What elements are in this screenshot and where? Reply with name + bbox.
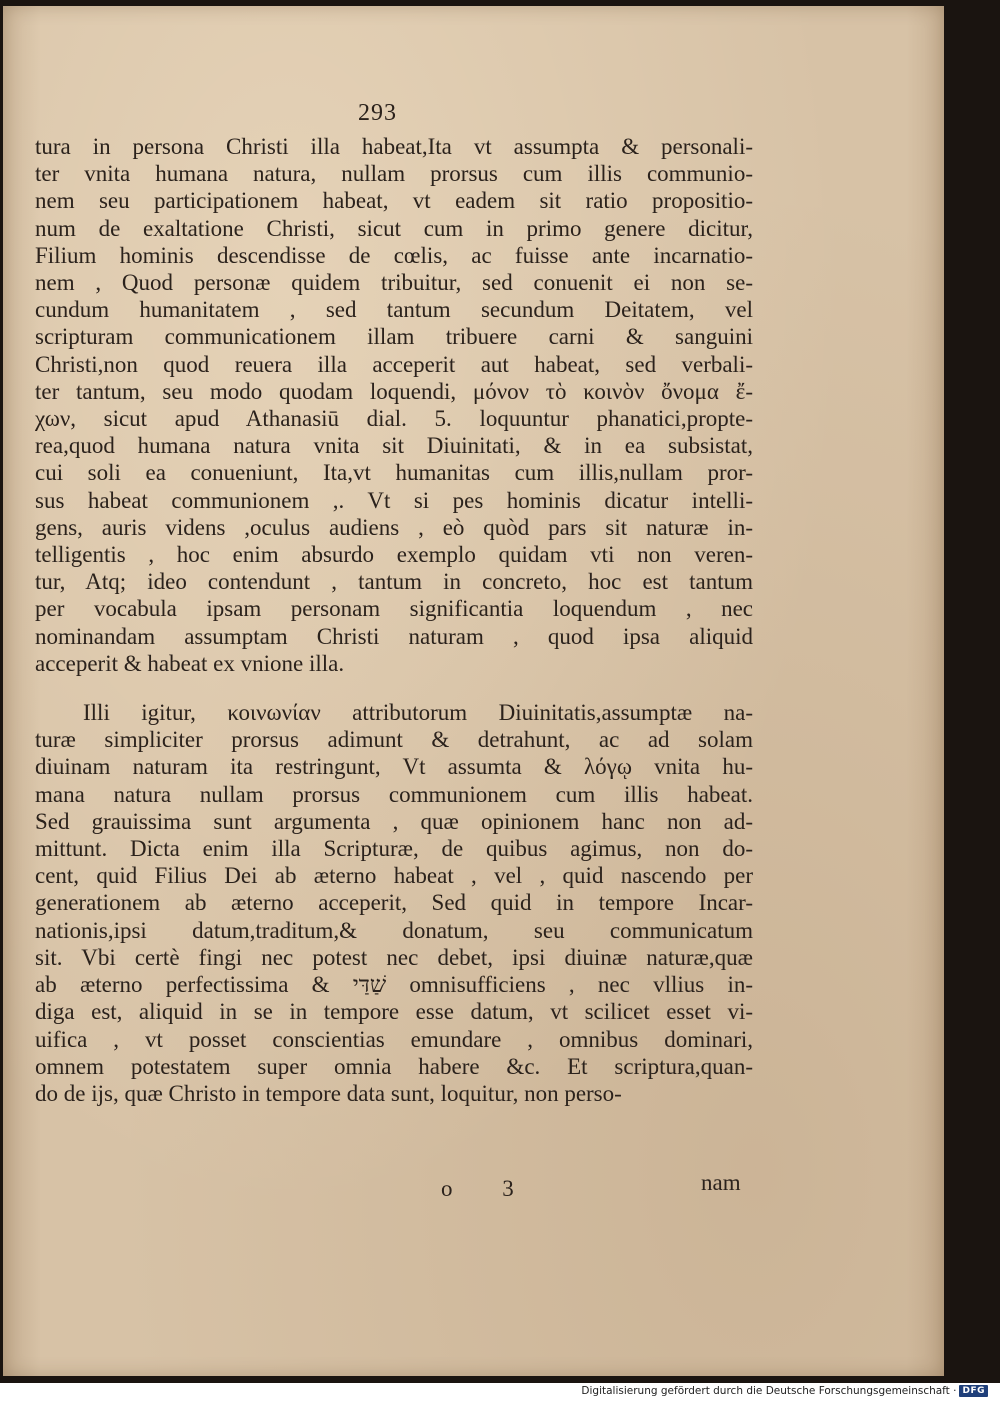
text-line: Filium hominis descendisse de cœlis, ac fuisse ante incarnatio-	[35, 242, 753, 268]
text-line: mana natura nullam prorsus communionem cum illis habeat.	[35, 781, 753, 807]
dfg-logo: DFG	[959, 1385, 988, 1397]
text-line: num de exaltatione Christi, sicut cum in primo genere dicitur,	[35, 215, 753, 241]
book-page	[3, 6, 944, 1376]
text-line: gens, auris videns ,oculus audiens , eò quòd pars sit naturæ in-	[35, 514, 753, 540]
text-line: mittunt. Dicta enim illa Scripturæ, de quibus agimus, non do-	[35, 836, 753, 862]
text-line: sit. Vbi certè fingi nec potest nec debet, ipsi diuinæ naturæ,quæ	[35, 944, 753, 970]
text-line: χων, sicut apud Athanasiū dial. 5. loquuntur phanatici,propte-	[35, 406, 753, 432]
paragraph-1	[35, 133, 753, 677]
text-line: tura in persona Christi illa habeat,Ita vt assumpta & personali-	[35, 134, 753, 159]
text-line: sus habeat communionem ,. Vt si pes hominis dicatur intelli-	[35, 487, 753, 513]
text-line: Illi igitur, κοινωνίαν attributorum Diuinitatis,assumptæ na-	[83, 700, 753, 726]
page-number: 293	[358, 100, 397, 126]
text-line: nem , Quod personæ quidem tribuitur, sed conuenit ei non se-	[35, 270, 753, 296]
text-line: Christi,non quod reuera illa acceperit aut habeat, sed verbali-	[35, 351, 753, 377]
text-line: diga est, aliquid in se in tempore esse datum, vt scilicet esset vi-	[35, 999, 753, 1025]
text-line: acceperit & habeat ex vnione illa.	[35, 650, 345, 676]
text-block	[35, 133, 753, 1107]
text-line: telligentis , hoc enim absurdo exemplo quidam vti non veren-	[35, 542, 753, 568]
text-line: scripturam communicationem illam tribuere carni & sanguini	[35, 324, 753, 350]
text-line: Sed grauissima sunt argumenta , quæ opinionem hanc non ad-	[35, 808, 753, 834]
text-line: do de ijs, quæ Christo in tempore data sunt, loquitur, non perso-	[35, 1080, 622, 1106]
text-line: nationis,ipsi datum,traditum,& donatum, seu communicatum	[35, 917, 753, 943]
catchword: nam	[701, 1170, 741, 1195]
text-line: cent, quid Filius Dei ab æterno habeat , vel , quid nascendo per	[35, 863, 753, 889]
text-line: generationem ab æterno acceperit, Sed quid in tempore Incar-	[35, 890, 753, 916]
paragraph-2	[35, 699, 753, 1107]
text-line: ter tantum, seu modo quodam loquendi, μόνον τὸ κοινὸν ὄνομα ἔ-	[35, 378, 753, 404]
text-line: ter vnita humana natura, nullam prorsus cum illis communio-	[35, 161, 753, 187]
text-line: ab æterno perfectissima & שַׁדַּי omnisufficiens , nec vllius in-	[35, 972, 753, 998]
signature-mark: o 3	[441, 1176, 536, 1201]
text-line: omnem potestatem super omnia habere &c. Et scriptura,quan-	[35, 1053, 753, 1079]
text-line: nominandam assumptam Christi naturam , quod ipsa aliquid	[35, 623, 753, 649]
paragraph-gap	[35, 677, 753, 699]
text-line: tur, Atq; ideo contendunt , tantum in concreto, hoc est tantum	[35, 569, 753, 595]
text-line: nem seu participationem habeat, vt eadem sit ratio propositio-	[35, 188, 753, 214]
text-line: diuinam naturam ita restringunt, Vt assumta & λόγῳ vnita hu-	[35, 754, 753, 780]
footer-credit	[581, 1385, 988, 1397]
text-line: per vocabula ipsam personam significantia loquendum , nec	[35, 596, 753, 622]
text-line: rea,quod humana natura vnita sit Diuinitati, & in ea subsistat,	[35, 433, 753, 459]
text-line: cundum humanitatem , sed tantum secundum Deitatem, vel	[35, 297, 753, 323]
footer-text: Digitalisierung gefördert durch die Deutsche Forschungsgemeinschaft ·	[581, 1385, 957, 1397]
text-line: cui soli ea conueniunt, Ita,vt humanitas cum illis,nullam pror-	[35, 460, 753, 486]
text-line: uifica , vt posset conscientias emundare , omnibus dominari,	[35, 1026, 753, 1052]
text-line: turæ simpliciter prorsus adimunt & detrahunt, ac ad solam	[35, 727, 753, 753]
